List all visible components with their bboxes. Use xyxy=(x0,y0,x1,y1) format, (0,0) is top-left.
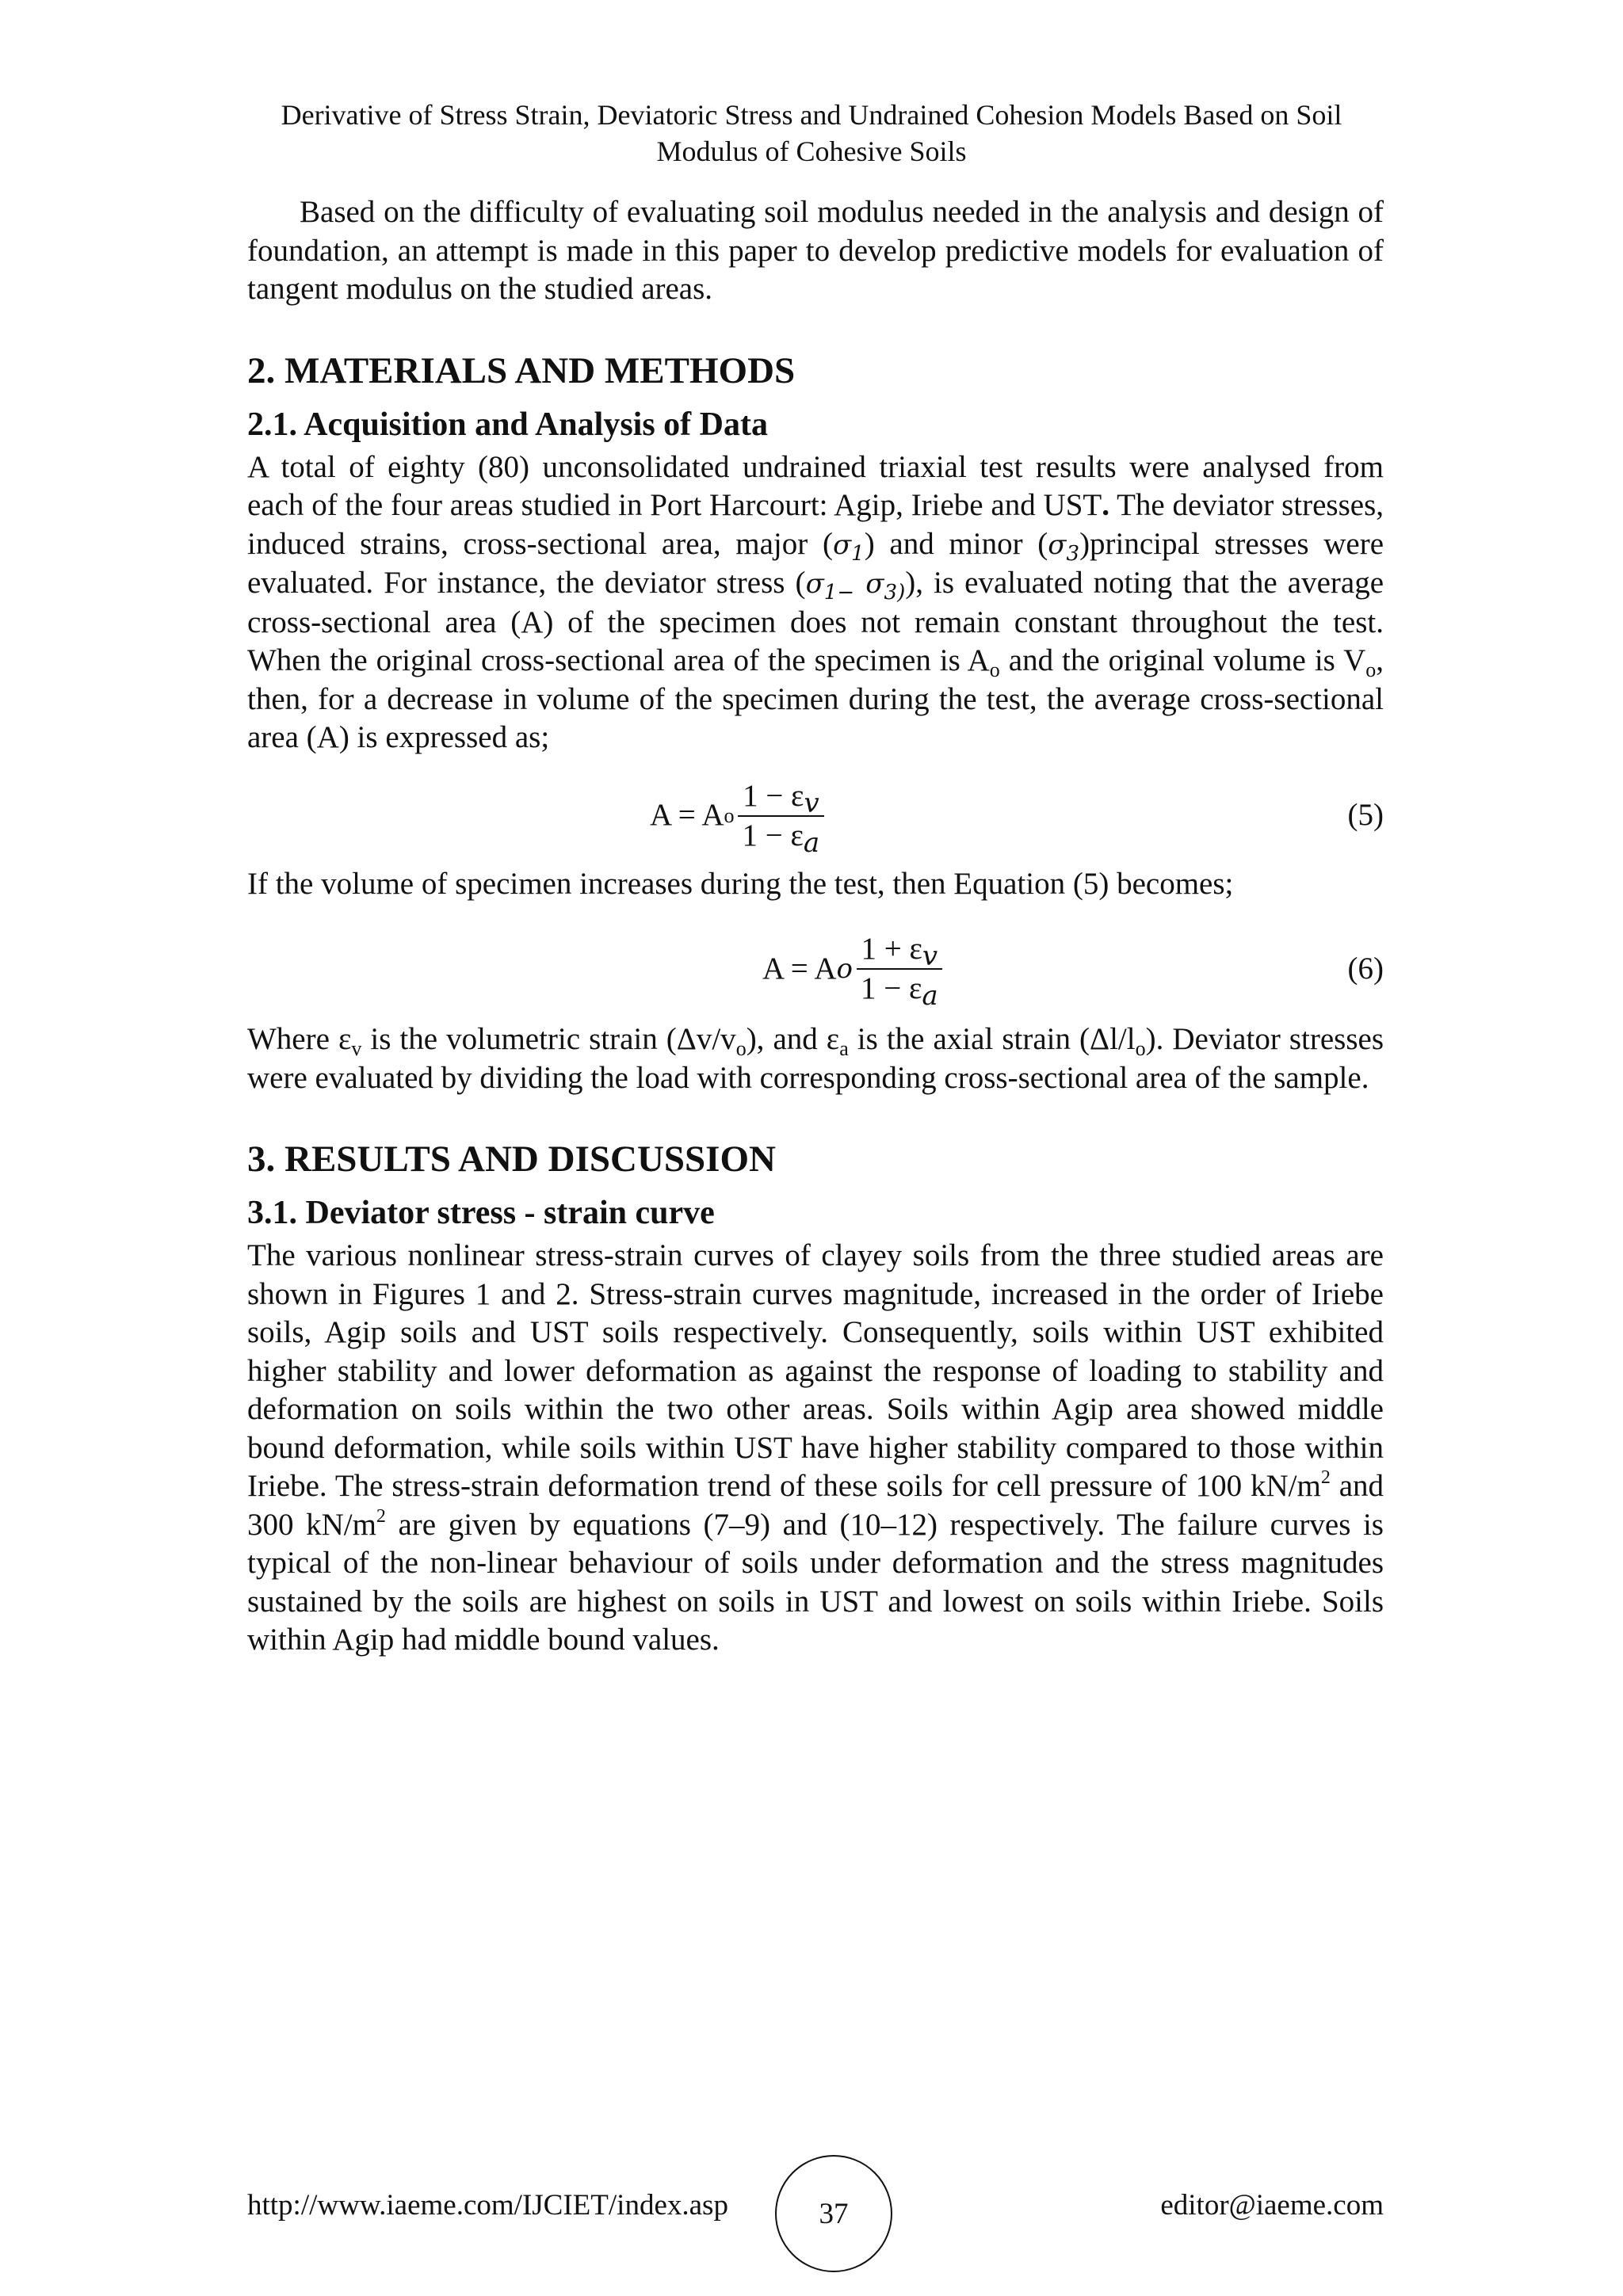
sigma-1-symbol: $\sigma_1$ xyxy=(832,528,865,566)
intro-paragraph: Based on the difficulty of evaluating soil modulus needed in the analysis and design of foundation, an attempt is made in this paper to develop predictive models for evaluation of tangent modulus on the studied areas. xyxy=(247,195,1384,306)
main-content xyxy=(247,193,1384,1660)
where-paragraph: Where $\varepsilon_v$ is the volumetric strain $(\Delta v/v_o)$, and $\varepsilon_a$ is the axial strain $(\Delta l/l_o)$. Deviator stresses were evaluated by dividing the load with corresponding cross-sectional area of the sample. xyxy=(247,1022,1384,1095)
header-line-2: Modulus of Cohesive Soils xyxy=(656,135,967,167)
deviator-stress-symbol: $\sigma_{1-}$ $\sigma_{3)}$ xyxy=(805,568,906,605)
equation-6-body: A = A o $\frac{1 + \varepsilon_v}{1 - \varepsilon_a}$ xyxy=(762,919,943,1019)
equation-5-fraction: $\frac{1 - \varepsilon_v}{1 - \varepsilon_a}$ xyxy=(738,777,825,855)
methods-paragraph: A total of eighty (80) unconsolidated undrained triaxial test results were analysed from each of the four areas studied in Port Harcourt: Agip, Iriebe and UST. The deviator stresses, induced strains, cross-sectional area, major $(\sigma_1)$ and minor $(\sigma_3)principal$ stresses were evaluated. For instance, the deviator stress ($\sigma_{1-}$ $\sigma_{3)}$), is evaluated noting that the average cross-sectional area (A) of the specimen does not remain constant throughout the test. When the original cross-sectional area of the specimen is $A_o$ and the original volume is $V_o$, then, for a decrease in volume of the specimen during the test, the average cross-sectional area (A) is expressed as; xyxy=(247,449,1384,754)
equation-5 xyxy=(247,769,1384,864)
sigma-3-symbol: $\sigma_3$ xyxy=(1048,528,1080,566)
equation-5-number: (5) xyxy=(1347,798,1384,833)
volume-increase-sentence: If the volume of specimen increases during the test, then Equation (5) becomes; xyxy=(247,866,1234,901)
section-3-1-heading: 3.1. Deviator stress - strain curve xyxy=(247,1195,715,1231)
page-footer xyxy=(247,2155,1384,2250)
equation-6-number: (6) xyxy=(1347,951,1384,986)
section-2-1-heading: 2.1. Acquisition and Analysis of Data xyxy=(247,406,768,443)
page-number-circle xyxy=(775,2155,892,2272)
equation-5-body: A = A o $\frac{1 - \varepsilon_v}{1 - \varepsilon_a}$ xyxy=(650,769,824,864)
page-number: 37 xyxy=(819,2197,849,2230)
section-2-heading: 2. MATERIALS AND METHODS xyxy=(247,349,796,391)
equation-6-fraction: $\frac{1 + \varepsilon_v}{1 - \varepsilon_a}$ xyxy=(856,930,943,1008)
running-header xyxy=(238,97,1385,170)
header-line-1: Derivative of Stress Strain, Deviatoric Stress and Undrained Cohesion Models Based on Soil xyxy=(281,99,1342,131)
footer-url-link[interactable]: http://www.iaeme.com/IJCIET/index.asp xyxy=(247,2189,728,2222)
section-3-heading: 3. RESULTS AND DISCUSSION xyxy=(247,1138,776,1180)
footer-email-link[interactable]: editor@iaeme.com xyxy=(1160,2189,1384,2222)
equation-6 xyxy=(247,919,1384,1019)
results-paragraph: The various nonlinear stress-strain curves of clayey soils from the three studied areas are shown in Figures 1 and 2. Stress-strain curves magnitude, increased in the order of Iriebe soils, Agip soils and UST soils respectively. Consequently, soils within UST exhibited higher stability and lower deformation as against the response of loading to stability and deformation on soils within the two other areas. Soils within Agip area showed middle bound deformation, while soils within UST have higher stability compared to those within Iriebe. The stress-strain deformation trend of these soils for cell pressure of 100 $kN/m^2$ and 300 $kN/m^2$ are given by equations (7–9) and (10–12) respectively. The failure curves is typical of the non-linear behaviour of soils under deformation and the stress magnitudes sustained by the soils are highest on soils in UST and lowest on soils within Iriebe. Soils within Agip had middle bound values. xyxy=(247,1238,1384,1657)
